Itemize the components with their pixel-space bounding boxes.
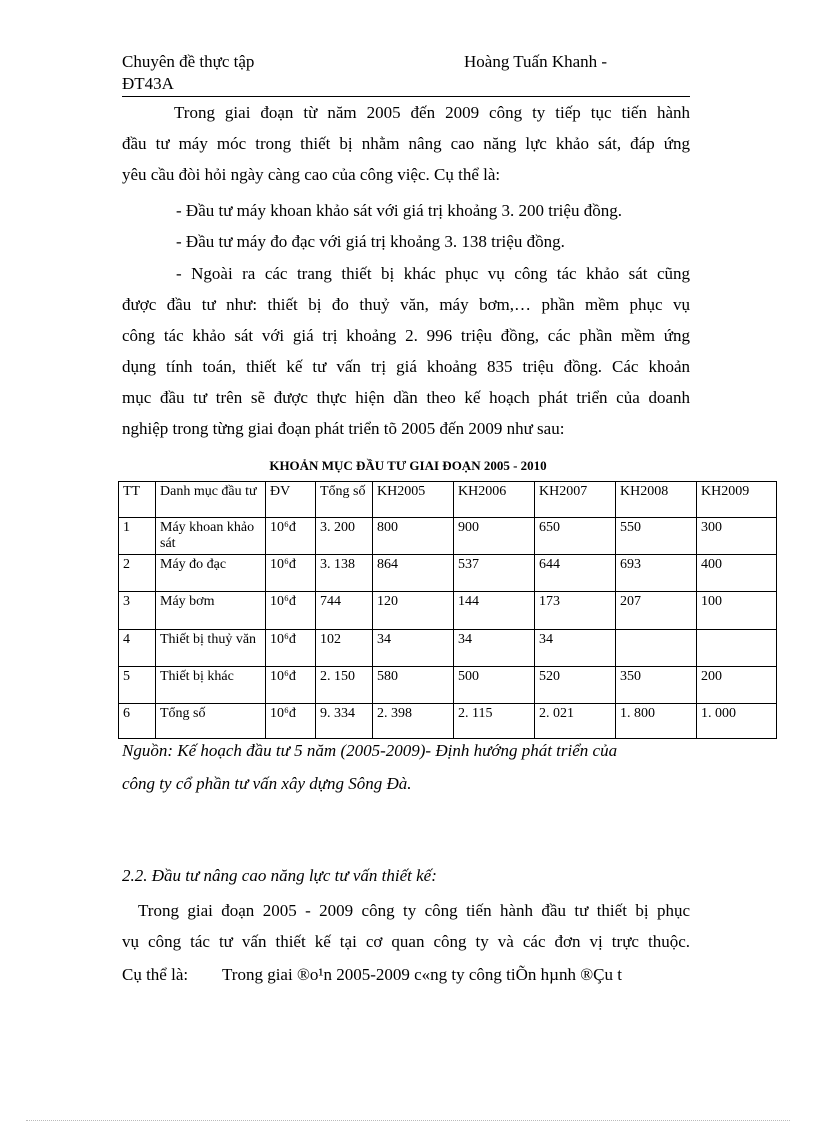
col-header: Danh mục đầu tư xyxy=(156,482,266,518)
cell: 144 xyxy=(454,592,535,630)
cell xyxy=(616,630,697,667)
cell: 2. 398 xyxy=(373,704,454,739)
cell: Thiết bị thuỷ văn xyxy=(156,630,266,667)
cell: 1 xyxy=(119,518,156,555)
cell: Máy đo đạc xyxy=(156,555,266,592)
cell: 2. 115 xyxy=(454,704,535,739)
other-line: mục đầu tư trên sẽ được thực hiện dần theo kế hoạch phát triển của doanh xyxy=(122,388,690,407)
cell: 3. 200 xyxy=(316,518,373,555)
cell: 537 xyxy=(454,555,535,592)
other-line: dụng tính toán, thiết kế tư vấn trị giá khoảng 835 triệu đồng. Các khoản xyxy=(122,357,690,376)
intro-paragraph xyxy=(122,97,690,190)
bullet-surveying: - Đầu tư máy đo đạc với giá trị khoảng 3. 138 triệu đồng. xyxy=(176,232,565,251)
cell: 120 xyxy=(373,592,454,630)
cell: 4 xyxy=(119,630,156,667)
cell xyxy=(697,630,777,667)
cell: 744 xyxy=(316,592,373,630)
cell: 2 xyxy=(119,555,156,592)
cell: 864 xyxy=(373,555,454,592)
col-header: ĐV xyxy=(266,482,316,518)
section-heading: 2.2. Đầu tư nâng cao năng lực tư vấn thiết kế: xyxy=(122,866,437,885)
other-line: công tác khảo sát với giá trị khoảng 2. 996 triệu đồng, các phần mềm ứng xyxy=(122,326,690,345)
cell: 300 xyxy=(697,518,777,555)
cell: 1. 800 xyxy=(616,704,697,739)
cell: 10⁶đ xyxy=(266,704,316,739)
cell: 207 xyxy=(616,592,697,630)
table-row xyxy=(119,667,777,704)
header-left: Chuyên đề thực tập xyxy=(122,52,255,71)
col-header: KH2006 xyxy=(454,482,535,518)
cell: Máy khoan khảo sát xyxy=(156,518,266,555)
col-header: Tổng số xyxy=(316,482,373,518)
cell: 3 xyxy=(119,592,156,630)
table-header-row xyxy=(119,482,777,518)
section-line: Trong giai đoạn 2005 - 2009 công ty công tiến hành đầu tư thiết bị phục xyxy=(138,901,690,920)
cell: 2. 021 xyxy=(535,704,616,739)
col-header: KH2009 xyxy=(697,482,777,518)
cell: 10⁶đ xyxy=(266,518,316,555)
cell: 10⁶đ xyxy=(266,630,316,667)
table-row xyxy=(119,518,777,555)
cell: 102 xyxy=(316,630,373,667)
cell: 350 xyxy=(616,667,697,704)
cell: 520 xyxy=(535,667,616,704)
cell: 5 xyxy=(119,667,156,704)
section-last-right: Trong giai ®o¹n 2005-2009 c«ng ty công tiÕn hµnh ®Çu t xyxy=(222,965,622,984)
intro-line: yêu cầu đòi hỏi ngày càng cao của công việc. Cụ thể là: xyxy=(122,165,501,184)
cell: 650 xyxy=(535,518,616,555)
col-header: KH2008 xyxy=(616,482,697,518)
cell: 900 xyxy=(454,518,535,555)
cell: 34 xyxy=(454,630,535,667)
cell: 644 xyxy=(535,555,616,592)
cell: 9. 334 xyxy=(316,704,373,739)
cell: 10⁶đ xyxy=(266,667,316,704)
cell: 34 xyxy=(535,630,616,667)
cell: 693 xyxy=(616,555,697,592)
header-left-cont: ĐT43A xyxy=(122,74,174,93)
intro-line: đầu tư máy móc trong thiết bị nhằm nâng cao năng lực khảo sát, đáp ứng xyxy=(122,134,690,153)
table-row xyxy=(119,592,777,630)
table-row xyxy=(119,630,777,667)
cell: 580 xyxy=(373,667,454,704)
table-title: KHOẢN MỤC ĐẦU TƯ GIAI ĐOẠN 2005 - 2010 xyxy=(269,458,547,473)
source-line: Nguồn: Kế hoạch đầu tư 5 năm (2005-2009)- Định hướng phát triển của xyxy=(122,741,618,760)
cell: 550 xyxy=(616,518,697,555)
cell: Thiết bị khác xyxy=(156,667,266,704)
cell: 10⁶đ xyxy=(266,592,316,630)
other-equipment-paragraph xyxy=(122,258,690,444)
cell: 6 xyxy=(119,704,156,739)
bullet-drilling: - Đầu tư máy khoan khảo sát với giá trị khoảng 3. 200 triệu đồng. xyxy=(176,201,622,220)
cell: 100 xyxy=(697,592,777,630)
cell: 10⁶đ xyxy=(266,555,316,592)
other-line: được đầu tư như: thiết bị đo thuỷ văn, máy bơm,… phần mềm phục vụ xyxy=(122,295,690,314)
col-header: KH2007 xyxy=(535,482,616,518)
other-line: nghiệp trong từng giai đoạn phát triển tõ 2005 đến 2009 như sau: xyxy=(122,419,565,438)
section-paragraph xyxy=(122,895,690,957)
cell: 800 xyxy=(373,518,454,555)
cell: 173 xyxy=(535,592,616,630)
header-right: Hoàng Tuấn Khanh - xyxy=(464,52,608,71)
cell: 500 xyxy=(454,667,535,704)
table-row xyxy=(119,555,777,592)
cell: 1. 000 xyxy=(697,704,777,739)
cell: 200 xyxy=(697,667,777,704)
cell: Tổng số xyxy=(156,704,266,739)
col-header: TT xyxy=(119,482,156,518)
cell: 400 xyxy=(697,555,777,592)
cell: 2. 150 xyxy=(316,667,373,704)
cell: Máy bơm xyxy=(156,592,266,630)
page-bottom-rule xyxy=(26,1120,790,1121)
col-header: KH2005 xyxy=(373,482,454,518)
source-note xyxy=(122,734,702,800)
other-line: - Ngoài ra các trang thiết bị khác phục vụ công tác khảo sát cũng xyxy=(176,264,690,283)
investment-table xyxy=(118,481,777,739)
section-line: vụ công tác tư vấn thiết kế tại cơ quan công ty và các đơn vị trực thuộc. xyxy=(122,932,690,951)
cell: 34 xyxy=(373,630,454,667)
cell: 3. 138 xyxy=(316,555,373,592)
source-line: công ty cổ phần tư vấn xây dựng Sông Đà. xyxy=(122,774,412,793)
section-last-left: Cụ thể là: xyxy=(122,965,189,984)
intro-line: Trong giai đoạn từ năm 2005 đến 2009 công ty tiếp tục tiến hành xyxy=(174,103,690,122)
